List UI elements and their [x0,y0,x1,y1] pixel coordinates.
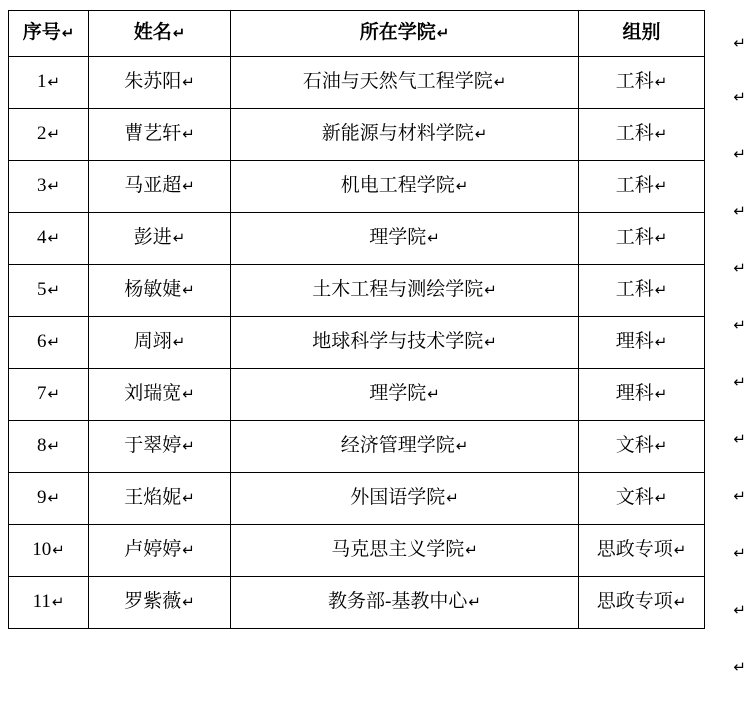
cell-name-value: 王焰妮 [124,487,182,509]
paragraph-mark-icon: ↵ [182,73,195,92]
cell-index-value: 7 [36,383,47,405]
cell-index-value: 1 [36,71,47,93]
cell-group-value: 工科 [615,71,654,93]
cell-name [89,109,231,161]
paragraph-mark-icon: ↵ [468,593,481,612]
paragraph-mark-icon: ↵ [654,333,668,352]
cell-college [231,57,579,109]
cell-name [89,369,231,421]
margin-paragraph-mark-icon: ↵ [733,88,746,106]
paragraph-mark-icon: ↵ [427,385,440,404]
paragraph-mark-icon: ↵ [172,229,186,248]
table-row [9,265,705,317]
cell-group [579,577,705,629]
cell-college [231,317,579,369]
cell-group-value: 工科 [615,175,654,197]
cell-college [231,369,579,421]
column-header-index [9,11,89,57]
margin-paragraph-marks [724,10,748,718]
cell-college-value: 教务部-基教中心 [328,591,468,613]
cell-group-value: 理科 [615,331,654,353]
cell-index [9,161,89,213]
cell-index [9,57,89,109]
cell-college [231,525,579,577]
paragraph-mark-icon: ↵ [172,24,186,43]
cell-index-value: 3 [36,175,47,197]
cell-college [231,577,579,629]
cell-college-value: 理学院 [369,227,427,249]
column-header-name-label: 姓名 [133,22,172,44]
cell-index [9,265,89,317]
table-row [9,161,705,213]
cell-index [9,421,89,473]
cell-college-value: 石油与天然气工程学院 [302,71,493,93]
paragraph-mark-icon: ↵ [654,489,668,508]
paragraph-mark-icon: ↵ [182,437,195,456]
cell-college-value: 地球科学与技术学院 [312,331,484,353]
cell-name-value: 朱苏阳 [124,71,182,93]
paragraph-mark-icon: ↵ [182,281,195,300]
margin-paragraph-mark-icon: ↵ [733,601,746,619]
margin-paragraph-mark-icon: ↵ [733,373,746,391]
cell-index [9,369,89,421]
cell-index-value: 8 [36,435,47,457]
cell-index-value: 2 [36,123,47,145]
margin-paragraph-mark-icon: ↵ [733,202,746,220]
cell-group [579,317,705,369]
paragraph-mark-icon: ↵ [493,73,507,92]
table-row [9,213,705,265]
cell-college [231,265,579,317]
cell-index-value: 10 [32,539,52,561]
paragraph-mark-icon: ↵ [172,333,186,352]
cell-college-value: 理学院 [369,383,427,405]
margin-paragraph-mark-icon: ↵ [733,259,746,277]
table-row [9,109,705,161]
cell-index [9,213,89,265]
paragraph-mark-icon: ↵ [654,177,668,196]
cell-group-value: 文科 [615,435,654,457]
cell-group-value: 工科 [615,227,654,249]
cell-index [9,317,89,369]
paragraph-mark-icon: ↵ [47,489,61,508]
cell-college-value: 马克思主义学院 [331,539,465,561]
margin-paragraph-mark-icon: ↵ [733,316,746,334]
cell-group [579,369,705,421]
cell-index [9,473,89,525]
cell-name-value: 曹艺轩 [124,123,182,145]
cell-group-value: 思政专项 [596,591,673,613]
paragraph-mark-icon: ↵ [654,73,668,92]
column-header-group [579,11,705,57]
paragraph-mark-icon: ↵ [47,385,61,404]
paragraph-mark-icon: ↵ [474,125,488,144]
cell-name [89,57,231,109]
cell-name-value: 杨敏婕 [124,279,182,301]
cell-group [579,161,705,213]
cell-name [89,317,231,369]
paragraph-mark-icon: ↵ [47,333,61,352]
cell-group [579,57,705,109]
table-row [9,57,705,109]
table-row [9,317,705,369]
column-header-index-label: 序号 [22,22,61,44]
cell-name [89,161,231,213]
table-row [9,369,705,421]
paragraph-mark-icon: ↵ [455,437,469,456]
paragraph-mark-icon: ↵ [47,73,61,92]
margin-paragraph-mark-icon: ↵ [733,34,746,52]
cell-group-value: 思政专项 [596,539,673,561]
cell-index [9,577,89,629]
paragraph-mark-icon: ↵ [47,125,61,144]
cell-index-value: 11 [32,591,51,613]
cell-college-value: 新能源与材料学院 [321,123,474,145]
cell-college-value: 机电工程学院 [340,175,455,197]
paragraph-mark-icon: ↵ [182,489,195,508]
paragraph-mark-icon: ↵ [182,593,195,612]
cell-group-value: 工科 [615,123,654,145]
paragraph-mark-icon: ↵ [52,541,65,560]
cell-college [231,213,579,265]
paragraph-mark-icon: ↵ [427,229,440,248]
cell-name [89,265,231,317]
document-page [0,10,752,718]
paragraph-mark-icon: ↵ [182,541,195,560]
paragraph-mark-icon: ↵ [455,177,469,196]
cell-college-value: 经济管理学院 [340,435,455,457]
paragraph-mark-icon: ↵ [484,333,497,352]
paragraph-mark-icon: ↵ [465,541,478,560]
paragraph-mark-icon: ↵ [654,385,668,404]
cell-name-value: 于翠婷 [124,435,182,457]
paragraph-mark-icon: ↵ [446,489,459,508]
cell-name-value: 卢婷婷 [124,539,182,561]
cell-index-value: 6 [36,331,47,353]
cell-index-value: 5 [36,279,47,301]
paragraph-mark-icon: ↵ [654,281,668,300]
paragraph-mark-icon: ↵ [673,593,687,612]
margin-paragraph-mark-icon: ↵ [733,658,746,676]
cell-college-value: 外国语学院 [350,487,446,509]
table-row [9,473,705,525]
margin-paragraph-mark-icon: ↵ [733,430,746,448]
cell-group-value: 文科 [615,487,654,509]
paragraph-mark-icon: ↵ [47,177,61,196]
paragraph-mark-icon: ↵ [673,541,687,560]
cell-name [89,473,231,525]
cell-group-value: 理科 [615,383,654,405]
cell-group [579,473,705,525]
cell-college-value: 土木工程与测绘学院 [312,279,484,301]
paragraph-mark-icon: ↵ [61,24,75,43]
cell-index [9,109,89,161]
cell-name-value: 马亚超 [124,175,182,197]
paragraph-mark-icon: ↵ [51,593,65,612]
paragraph-mark-icon: ↵ [436,24,450,43]
column-header-group-label: 组别 [622,22,661,44]
cell-index-value: 4 [36,227,47,249]
cell-name [89,525,231,577]
column-header-name [89,11,231,57]
margin-paragraph-mark-icon: ↵ [733,487,746,505]
paragraph-mark-icon: ↵ [182,177,195,196]
cell-college [231,421,579,473]
paragraph-mark-icon: ↵ [47,281,61,300]
cell-name-value: 罗紫薇 [124,591,182,613]
cell-name-value: 彭进 [133,227,172,249]
cell-college [231,161,579,213]
column-header-college-label: 所在学院 [359,22,436,44]
cell-name-value: 周翊 [133,331,172,353]
paragraph-mark-icon: ↵ [654,229,668,248]
paragraph-mark-icon: ↵ [654,437,668,456]
table-row [9,525,705,577]
cell-group [579,109,705,161]
margin-paragraph-mark-icon: ↵ [733,544,746,562]
cell-name [89,213,231,265]
cell-group [579,213,705,265]
cell-college [231,109,579,161]
cell-name [89,577,231,629]
paragraph-mark-icon: ↵ [182,125,195,144]
cell-name-value: 刘瑞宽 [124,383,182,405]
table-row [9,577,705,629]
cell-group [579,421,705,473]
table-row [9,421,705,473]
column-header-college [231,11,579,57]
margin-paragraph-mark-icon: ↵ [733,145,746,163]
participants-table [8,10,705,629]
paragraph-mark-icon: ↵ [47,437,61,456]
table-header-row [9,11,705,57]
cell-group [579,265,705,317]
cell-group [579,525,705,577]
cell-name [89,421,231,473]
cell-college [231,473,579,525]
cell-group-value: 工科 [615,279,654,301]
cell-index-value: 9 [36,487,47,509]
paragraph-mark-icon: ↵ [484,281,497,300]
paragraph-mark-icon: ↵ [654,125,668,144]
paragraph-mark-icon: ↵ [182,385,195,404]
paragraph-mark-icon: ↵ [47,229,61,248]
cell-index [9,525,89,577]
